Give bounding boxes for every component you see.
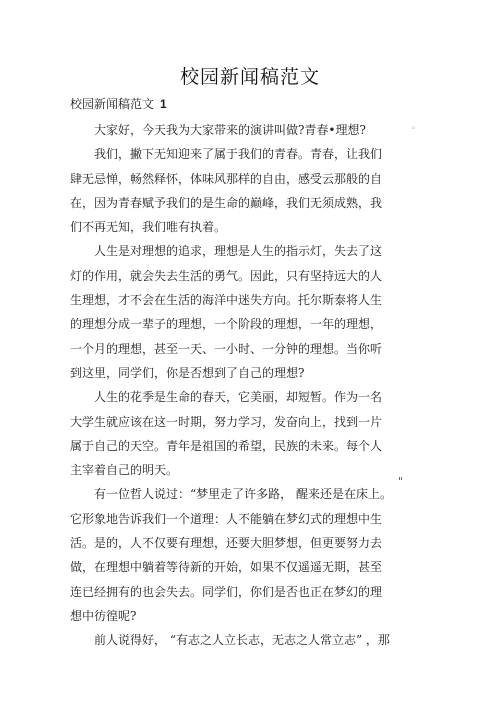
text-line: 人生是对理想的追求，理想是人生的指示灯，失去了这	[94, 244, 383, 259]
text-line: 一个月的理想，甚至一天、一小时、一分钟的理想。当你听	[70, 341, 383, 356]
page-title: 校园新闻稿范文	[179, 66, 320, 88]
text-line: 做，在理想中躺着等待新的开始，如果不仅遥遥无期，甚至	[70, 560, 383, 575]
text-line: 大家好，今天我为大家带来的演讲叫做?青春•理想?	[94, 123, 366, 137]
text-line: 的理想分成一辈子的理想，一个阶段的理想，一年的理想，	[70, 317, 383, 332]
text-line: 大学生就应该在这一时期，努力学习，发奋向上，找到一片	[70, 414, 383, 429]
text-line: 我们，撇下无知迎来了属于我们的青春。青春，让我们	[94, 147, 383, 162]
text-line: 到这里，同学们，你是否想到了自己的理想?	[70, 365, 305, 380]
text-line: 连已经拥有的也会失去。同学们，你们是否也正在梦幻的理	[70, 584, 383, 599]
stray-quote-mark: "	[398, 475, 404, 488]
text-line: 有一位哲人说过：“梦里走了许多路， 醒来还是在床上。	[94, 487, 392, 502]
section-heading-number: 1	[160, 97, 167, 111]
text-line: 前人说得好， “有志之人立长志，无志之人常立志” ，那	[94, 633, 390, 648]
text-line: 肆无忌惮，畅然释怀，体味风那样的自由，感受云那般的自	[70, 171, 383, 186]
text-line: 属于自己的天空。青年是祖国的希望，民族的未来。每个人	[70, 438, 383, 453]
text-line: 在，因为青春赋予我们的是生命的巅峰，我们无须成熟，我	[70, 195, 383, 210]
text-line: 生理想，才不会在生活的海洋中迷失方向。托尔斯泰将人生	[70, 293, 383, 308]
text-line: 灯的作用，就会失去生活的勇气。因此，只有坚持远大的人	[70, 268, 383, 283]
text-line: 们不再无知，我们唯有执着。	[70, 220, 227, 235]
stray-dot-mark: 。	[412, 121, 420, 130]
body-text	[70, 118, 410, 653]
text-line: 人生的花季是生命的春天，它美丽，却短暂。作为一名	[94, 390, 383, 405]
section-heading	[70, 95, 167, 112]
text-line: 主宰着自己的明天。	[70, 463, 179, 478]
text-line: 想中彷徨呢?	[70, 608, 137, 623]
section-heading-text: 校园新闻稿范文	[70, 97, 155, 111]
text-line: 它形象地告诉我们一个道理：人不能躺在梦幻式的理想中生	[70, 511, 383, 526]
text-line: 活。是的，人不仅要有理想，还要大胆梦想，但更要努力去	[70, 536, 383, 551]
